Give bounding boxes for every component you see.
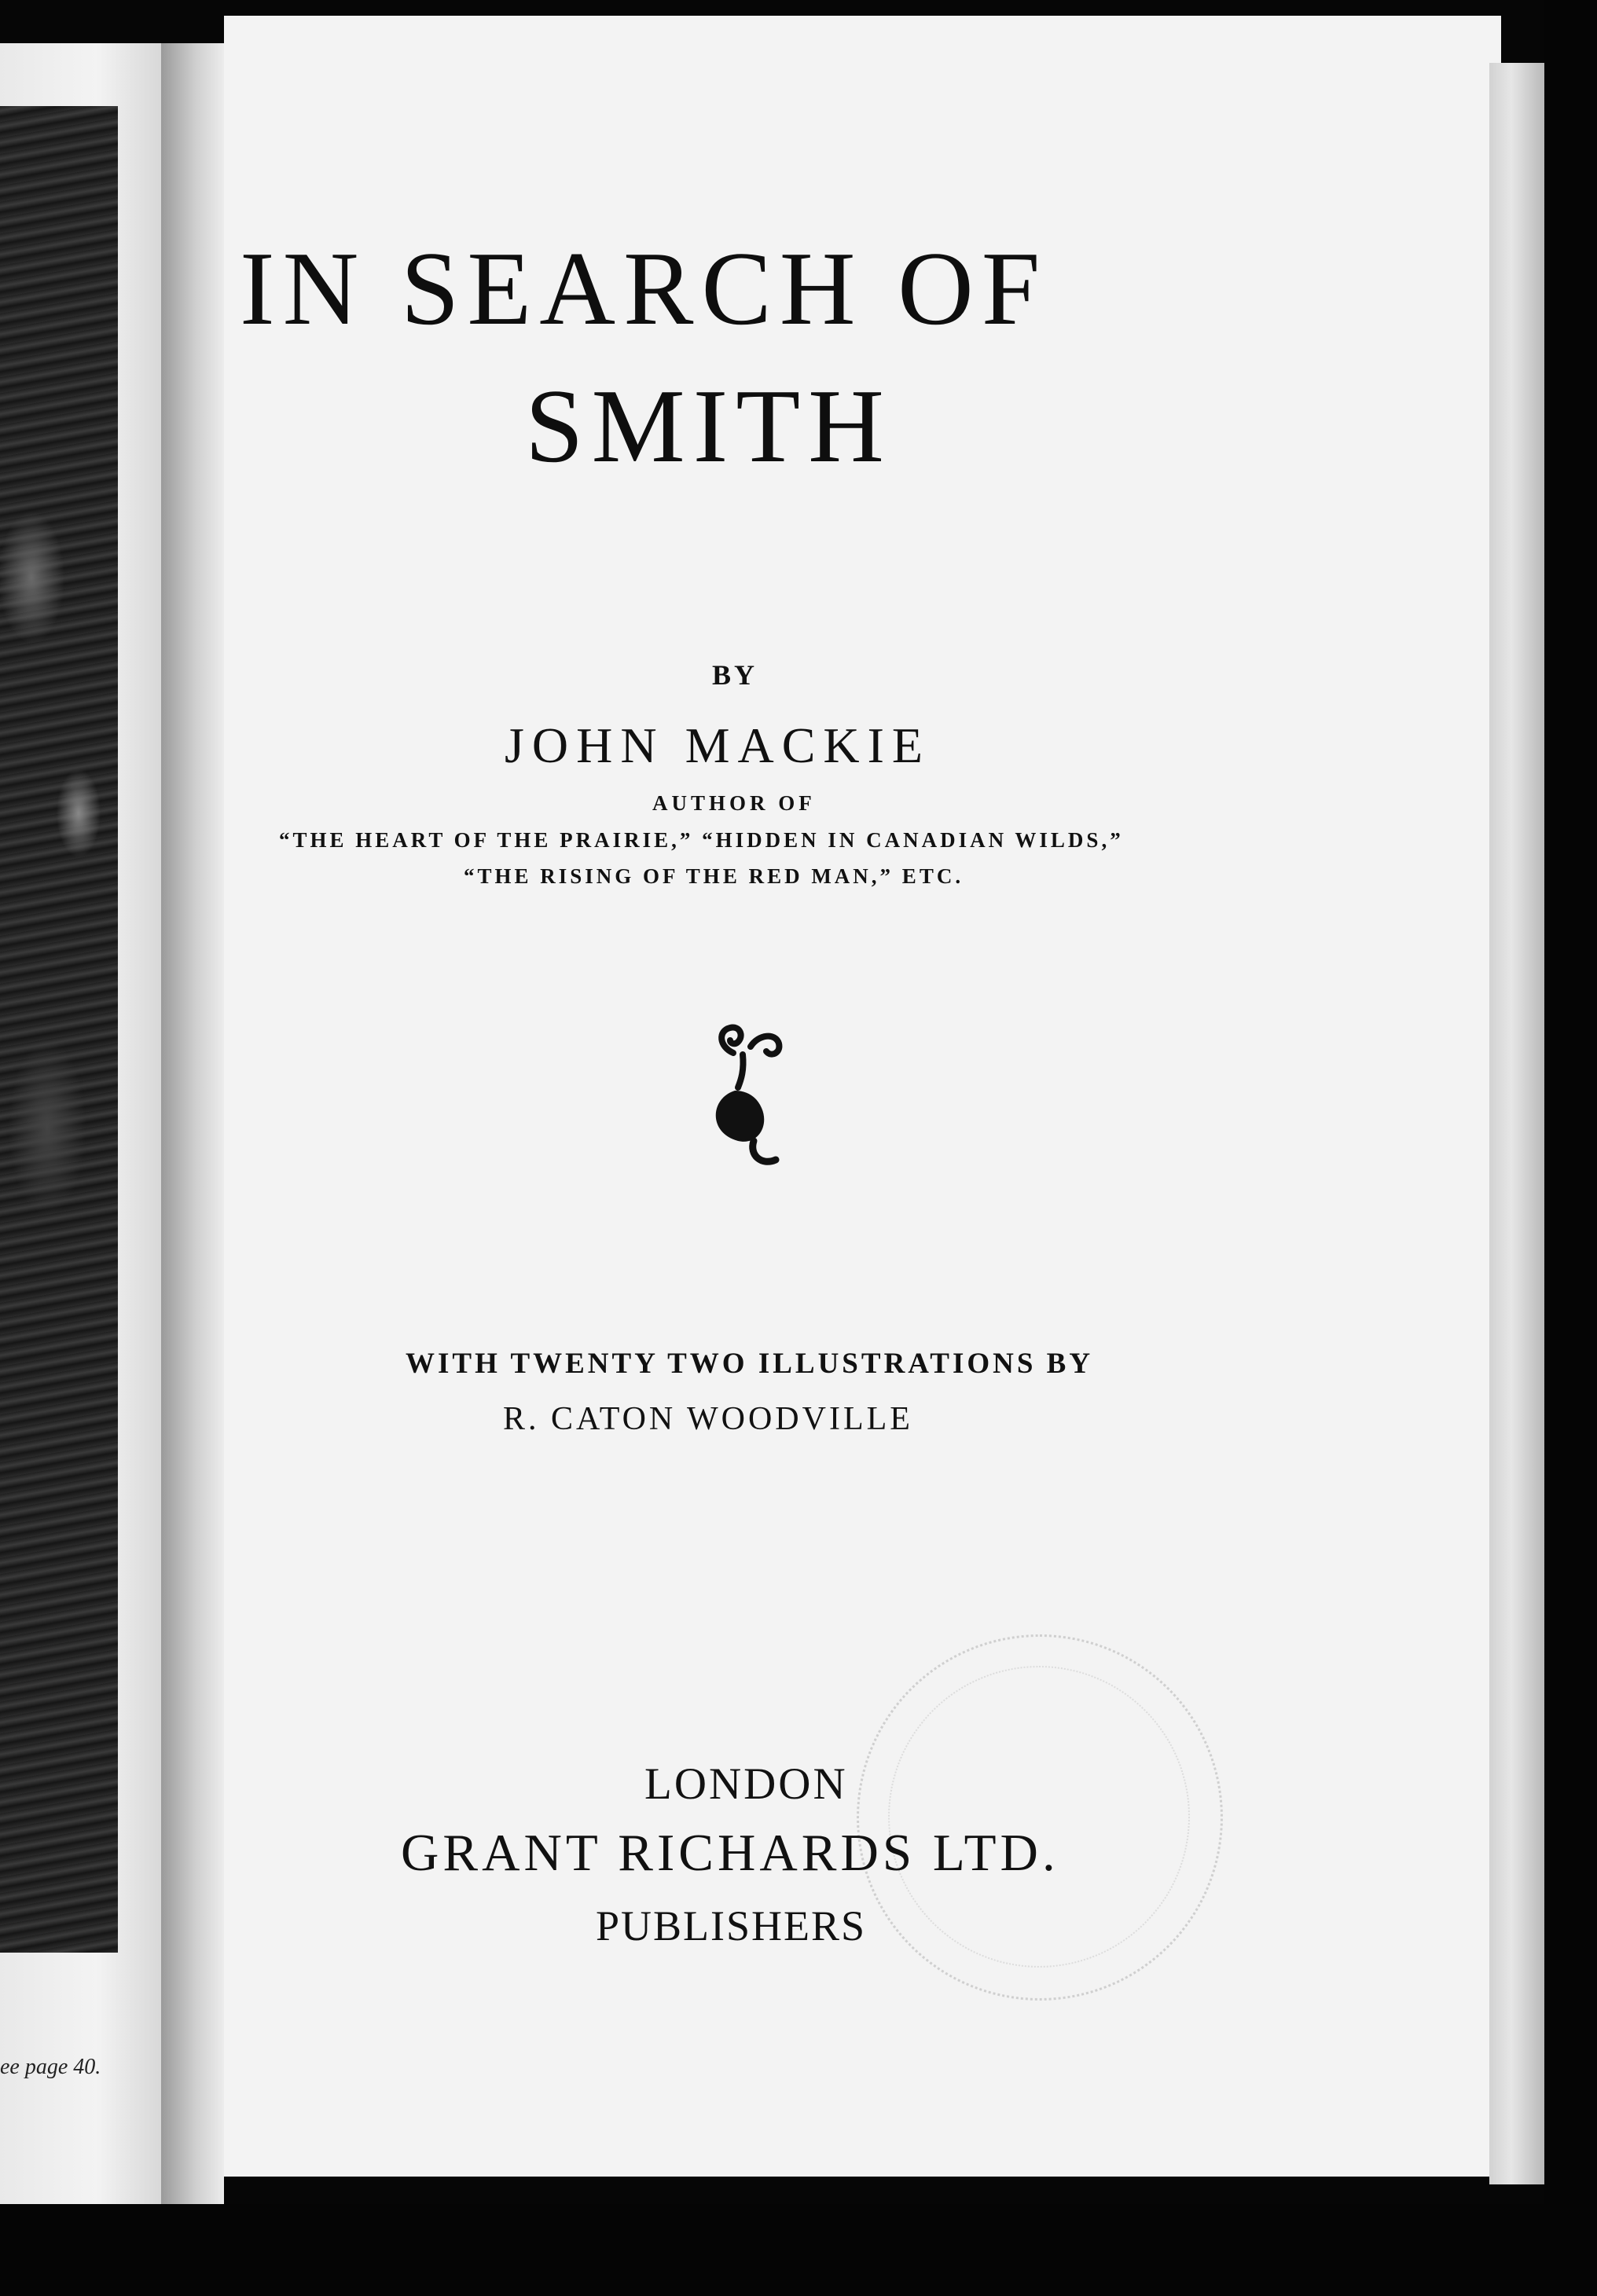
author-name: JOHN MACKIE <box>505 717 931 773</box>
by-label: BY <box>712 659 758 691</box>
book-title-line-1: IN SEARCH OF <box>240 230 1048 347</box>
book-gutter <box>161 43 224 2204</box>
frontispiece-illustration <box>0 106 118 1953</box>
publisher-city: LONDON <box>644 1759 848 1809</box>
fleuron-icon <box>703 1023 790 1168</box>
other-works-line-2: “THE RISING OF THE RED MAN,” ETC. <box>464 864 964 888</box>
film-border-bottom <box>0 2204 1597 2296</box>
publisher-role: PUBLISHERS <box>596 1902 867 1949</box>
author-of-label: AUTHOR OF <box>652 791 816 815</box>
film-border-right <box>1544 0 1597 2296</box>
frontispiece-caption: ee page 40. <box>0 2055 101 2079</box>
illustrator-name: R. CATON WOODVILLE <box>503 1401 913 1437</box>
other-works-line-1: “THE HEART OF THE PRAIRIE,” “HIDDEN IN CANADIAN WILDS,” <box>279 828 1124 852</box>
illustrations-credit: WITH TWENTY TWO ILLUSTRATIONS BY <box>406 1348 1094 1380</box>
publisher-name: GRANT RICHARDS LTD. <box>401 1824 1059 1882</box>
book-title-line-2: SMITH <box>525 368 892 484</box>
